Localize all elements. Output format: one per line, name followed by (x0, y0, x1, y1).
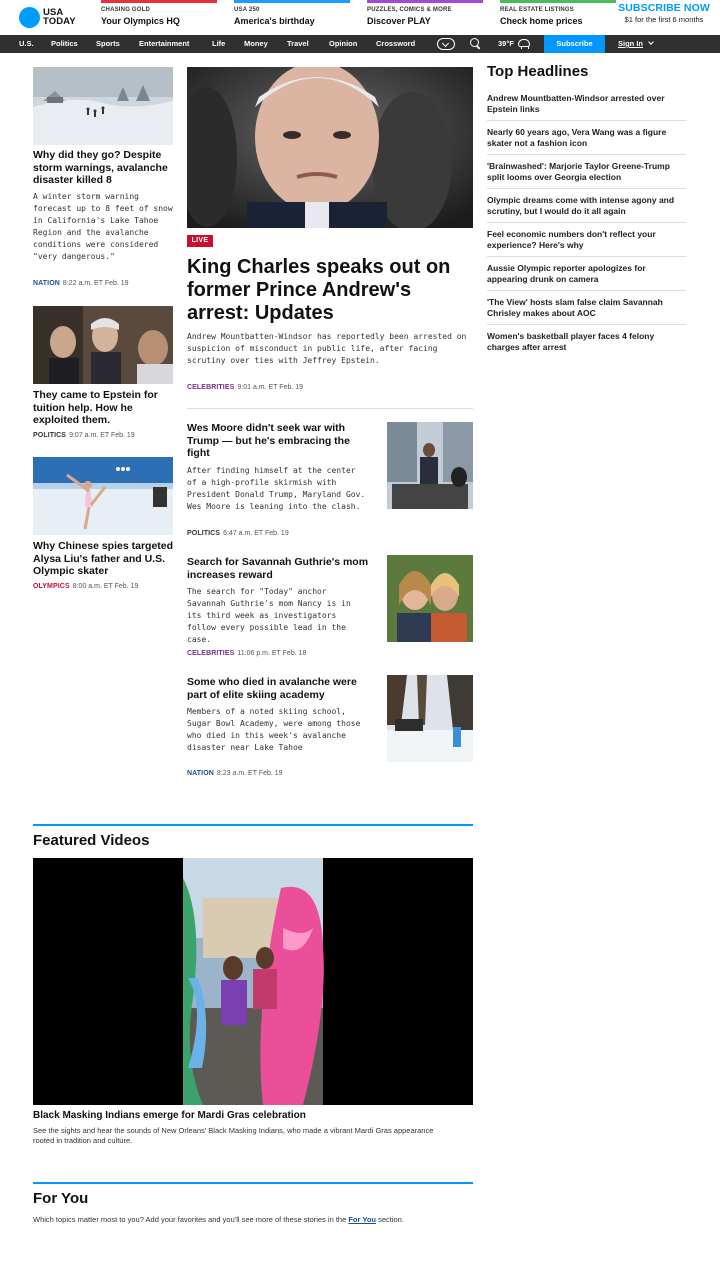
promo-stripe (234, 0, 350, 3)
timestamp: 8:22 a.m. ET Feb. 19 (62, 280, 129, 287)
timestamp: 6:47 a.m. ET Feb. 19 (223, 530, 289, 537)
center-story-3-meta (187, 770, 283, 777)
left-story-3-meta (33, 583, 138, 590)
section-label[interactable]: CELEBRITIES (187, 650, 235, 657)
top-headlines-title: Top Headlines (487, 63, 589, 80)
nav-item-politics[interactable]: Politics (51, 39, 78, 48)
divider (487, 324, 686, 325)
divider (487, 120, 686, 121)
subscribe-button[interactable]: Subscribe (544, 35, 605, 53)
section-rule (33, 1182, 473, 1184)
nav-item-entertainment[interactable]: Entertainment (139, 39, 190, 48)
promo-stripe (101, 0, 217, 3)
for-you-text-before: Which topics matter most to you? Add your favorites and you'll see more of these stories in the (33, 1215, 347, 1224)
nav-item-sports[interactable]: Sports (96, 39, 120, 48)
video-player[interactable] (33, 858, 473, 1105)
section-label[interactable]: NATION (33, 280, 60, 287)
left-story-1-desc: A winter storm warning forecast up to 8 feet of snow in California's Lake Tahoe Region and the avalanche conditions were considered "very dangerous." (33, 192, 173, 261)
savannah-guthrie-image[interactable] (387, 555, 473, 642)
left-story-1-meta (33, 280, 129, 287)
avalanche-rescue-image[interactable] (33, 67, 173, 145)
timestamp: 9:01 a.m. ET Feb. 19 (237, 384, 304, 391)
featured-videos-title: Featured Videos (33, 832, 150, 849)
divider (487, 188, 686, 189)
timestamp: 8:00 a.m. ET Feb. 19 (72, 583, 139, 590)
left-story-2-meta (33, 432, 135, 439)
section-label[interactable]: POLITICS (33, 432, 67, 439)
for-you-link[interactable]: For You (348, 1215, 376, 1224)
left-story-2-title[interactable]: They came to Epstein for tuition help. How he exploited them. (33, 389, 158, 426)
logo-text-line2: TODAY (43, 16, 76, 27)
promo-real-estate[interactable] (500, 0, 616, 35)
center-story-2-meta (187, 650, 306, 657)
divider (487, 222, 686, 223)
headline-item[interactable]: Andrew Mountbatten-Windsor arrested over Epstein links (487, 93, 665, 114)
logo-text-line1: USA (43, 7, 64, 18)
epstein-photo-image[interactable] (33, 306, 173, 384)
left-story-1-title[interactable]: Why did they go? Despite storm warnings, avalanche disaster killed 8 (33, 149, 168, 186)
nav-item-opinion[interactable]: Opinion (329, 39, 358, 48)
timestamp: 11:06 p.m. ET Feb. 18 (237, 650, 307, 657)
section-label[interactable]: CELEBRITIES (187, 384, 235, 391)
weather-rain-icon[interactable] (517, 37, 531, 50)
headline-item[interactable]: Feel economic numbers don't reflect your experience? Here's why (487, 229, 656, 250)
nav-item-us[interactable]: U.S. (19, 39, 34, 48)
top-promo-bar (0, 0, 720, 35)
promo-kicker: CHASING GOLD (101, 7, 151, 13)
center-story-3-desc: Members of a noted skiing school, Sugar Bowl Academy, were among those who died in this week's avalanche disaster near Lake Tahoe (187, 707, 361, 752)
search-icon[interactable] (470, 38, 481, 49)
center-story-2-desc: The search for "Today" anchor Savannah Guthrie's mom Nancy is in its third week as investigators follow every possible lead in the case. (187, 587, 351, 644)
headline-item[interactable]: 'The View' hosts slam false claim Savannah Chrisley makes about AOC (487, 297, 663, 318)
for-you-title: For You (33, 1190, 89, 1207)
ski-academy-image[interactable] (387, 675, 473, 762)
logo-dot-icon (19, 7, 40, 28)
promo-play[interactable] (367, 0, 483, 35)
divider (487, 290, 686, 291)
promo-olympics[interactable] (101, 0, 217, 35)
center-story-2-title[interactable]: Search for Savannah Guthrie's mom increases reward (187, 556, 369, 581)
promo-title: Your Olympics HQ (101, 16, 180, 26)
divider (487, 154, 686, 155)
hero-meta (187, 384, 303, 391)
promo-title: Check home prices (500, 16, 583, 26)
subscribe-now-subtitle: $1 for the first 6 months (624, 15, 704, 24)
promo-stripe (367, 0, 483, 3)
hero-image[interactable] (187, 67, 473, 228)
divider (187, 408, 473, 409)
timestamp: 9:07 a.m. ET Feb. 19 (69, 432, 135, 439)
center-story-1-meta (187, 530, 289, 537)
promo-kicker: USA 250 (234, 7, 260, 13)
headline-item[interactable]: Nearly 60 years ago, Vera Wang was a figure skater not a fashion icon (487, 127, 667, 148)
usa-today-logo[interactable] (19, 6, 89, 28)
subscribe-now-title: SUBSCRIBE NOW (618, 2, 710, 14)
section-label[interactable]: NATION (187, 770, 214, 777)
wes-moore-image[interactable] (387, 422, 473, 509)
section-rule (33, 824, 473, 826)
promo-usa250[interactable] (234, 0, 350, 35)
nav-item-crossword[interactable]: Crossword (376, 39, 416, 48)
video-description: See the sights and hear the sounds of New Orleans' Black Masking Indians, who made a vibrant Mardi Gras appearance rooted in tradition and culture. (33, 1126, 434, 1145)
headline-item[interactable]: Aussie Olympic reporter apologizes for appearing drunk on camera (487, 263, 646, 284)
hero-description: Andrew Mountbatten-Windsor has reportedly been arrested on suspicion of misconduct in public life, after facing scrutiny over ties with Jeffrey Epstein. (187, 332, 467, 365)
nav-item-life[interactable]: Life (212, 39, 226, 48)
nav-item-money[interactable]: Money (244, 39, 268, 48)
main-nav (0, 35, 720, 53)
center-story-1-title[interactable]: Wes Moore didn't seek war with Trump — but he's embracing the fight (187, 422, 350, 459)
more-chevron-icon[interactable] (437, 38, 455, 50)
left-story-3-title[interactable]: Why Chinese spies targeted Alysa Liu's father and U.S. Olympic skater (33, 540, 174, 577)
section-label[interactable]: POLITICS (187, 530, 221, 537)
nav-item-travel[interactable]: Travel (287, 39, 309, 48)
video-title[interactable]: Black Masking Indians emerge for Mardi Gras celebration (33, 1110, 306, 1121)
promo-kicker: REAL ESTATE LISTINGS (500, 7, 575, 13)
sign-in-link[interactable]: Sign In (618, 39, 643, 48)
subscribe-now-promo[interactable] (617, 2, 711, 24)
for-you-description (33, 1215, 404, 1224)
headline-item[interactable]: 'Brainwashed': Marjorie Taylor Greene-Trump split looms over Georgia election (487, 161, 670, 182)
timestamp: 8:23 a.m. ET Feb. 19 (216, 770, 283, 777)
promo-title: America's birthday (234, 16, 315, 26)
weather-temperature[interactable]: 39°F (498, 39, 514, 48)
figure-skater-image[interactable] (33, 457, 173, 535)
headline-item[interactable]: Olympic dreams come with intense agony and scrutiny, but I would do it all again (487, 195, 675, 216)
promo-stripe (500, 0, 616, 3)
headline-item[interactable]: Women's basketball player faces 4 felony charges after arrest (487, 331, 655, 352)
section-label[interactable]: OLYMPICS (33, 583, 70, 590)
hero-headline[interactable]: King Charles speaks out on former Prince Andrew's arrest: Updates (187, 256, 451, 324)
promo-title: Discover PLAY (367, 16, 431, 26)
center-story-3-title[interactable]: Some who died in avalanche were part of elite skiing academy (187, 676, 357, 701)
promo-kicker: PUZZLES, COMICS & MORE (367, 7, 452, 13)
center-story-1-desc: After finding himself at the center of a high-profile skirmish with President Donald Trump, Maryland Gov. Wes Moore is leaning into the clash. (187, 466, 366, 511)
for-you-text-after: section. (378, 1215, 404, 1224)
chevron-down-icon[interactable] (648, 39, 654, 45)
divider (487, 256, 686, 257)
live-badge: LIVE (187, 235, 213, 247)
